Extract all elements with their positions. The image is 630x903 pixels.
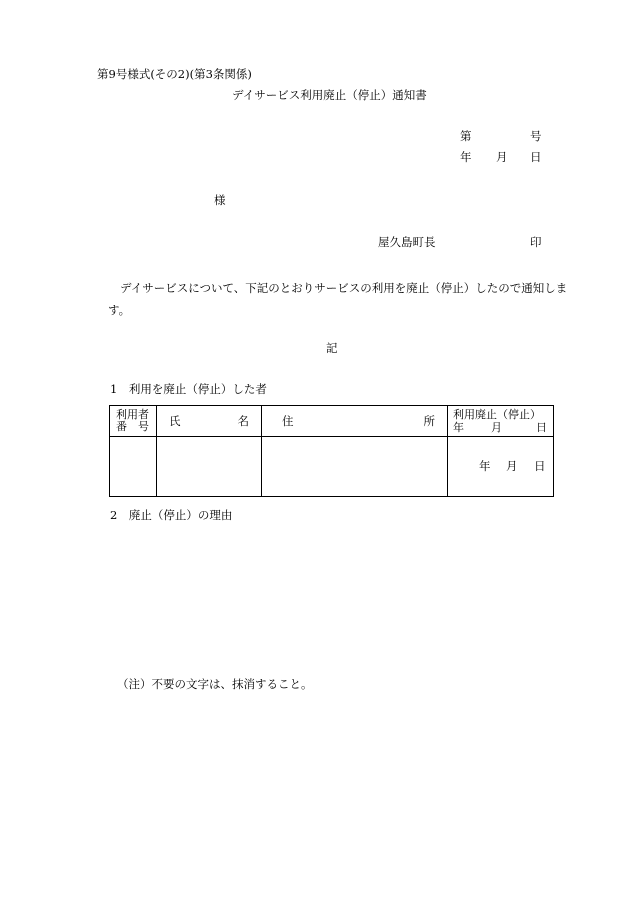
header-date-title: 利用廃止（停止） — [453, 408, 541, 421]
cell-termination-date — [448, 437, 554, 497]
header-name-second: 名 — [237, 414, 249, 428]
header-name — [157, 406, 262, 437]
document-title: デイサービス利用廃止（停止）通知書 — [232, 88, 427, 102]
body-text: デイサービスについて、下記のとおりサービスの利用を廃止（停止）したので通知します。 — [108, 281, 568, 317]
doc-date-day: 日 — [530, 150, 542, 164]
seal-mark: 印 — [530, 235, 542, 249]
row-date-month: 月 — [506, 459, 518, 473]
doc-number-suffix: 号 — [530, 129, 542, 143]
header-user-number-line2: 番 号 — [116, 420, 149, 433]
header-user-number-line1: 利用者 — [116, 408, 149, 421]
issuer-name: 屋久島町長 — [378, 235, 436, 249]
header-date-year: 年 — [453, 421, 464, 434]
doc-number-prefix: 第 — [460, 129, 472, 143]
ki-heading: 記 — [326, 341, 338, 355]
header-address-second: 所 — [423, 414, 435, 428]
doc-date-year: 年 — [460, 150, 472, 164]
cell-address — [262, 437, 448, 497]
header-termination-date — [448, 406, 554, 437]
terminated-user-table — [109, 405, 554, 497]
header-date-day: 日 — [536, 421, 547, 434]
cell-name — [157, 437, 262, 497]
row-date-year: 年 — [479, 459, 491, 473]
header-date-month: 月 — [491, 421, 502, 434]
addressee-suffix: 様 — [214, 193, 226, 207]
cell-user-number — [110, 437, 157, 497]
header-address-first: 住 — [282, 414, 294, 428]
table-row — [110, 437, 554, 497]
section1-heading: 1 利用を廃止（停止）した者 — [110, 382, 267, 396]
header-user-number — [110, 406, 157, 437]
header-name-first: 氏 — [169, 414, 181, 428]
form-code: 第9号様式(その2)(第3条関係) — [97, 67, 252, 81]
row-date-day: 日 — [534, 459, 546, 473]
section2-heading: 2 廃止（停止）の理由 — [110, 508, 233, 522]
doc-date-month: 月 — [496, 150, 508, 164]
footnote: （注）不要の文字は、抹消すること。 — [117, 677, 313, 691]
header-address — [262, 406, 448, 437]
table-header-row — [110, 406, 554, 437]
